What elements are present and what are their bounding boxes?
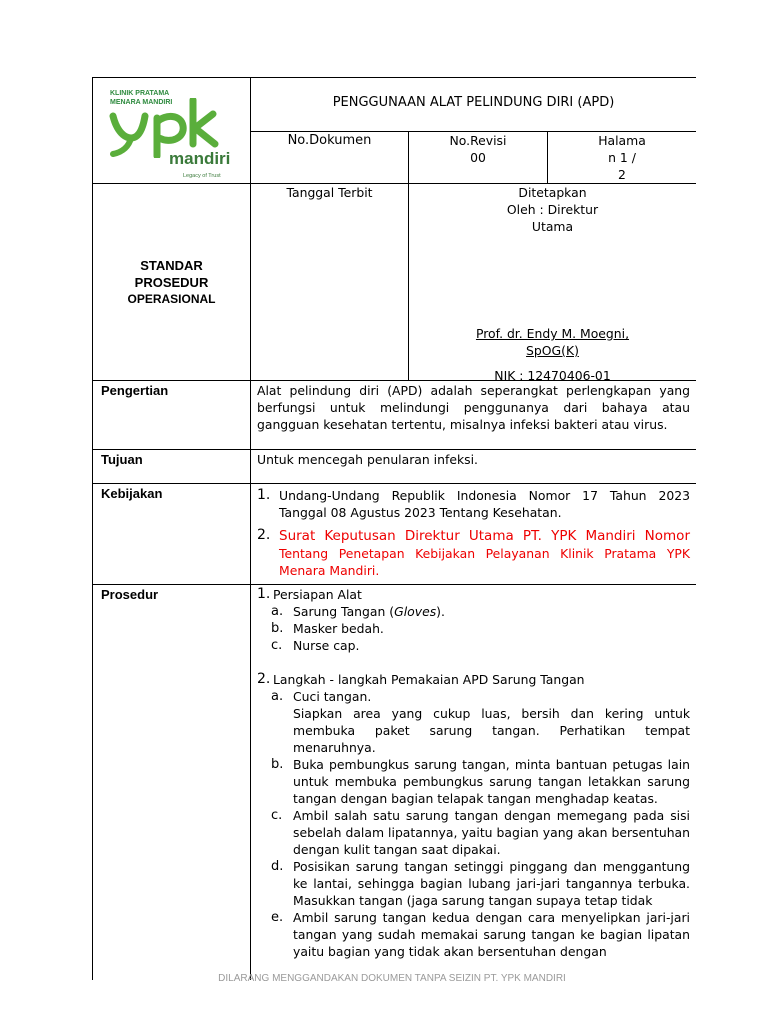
kebijakan-item-2 — [257, 527, 690, 579]
prosedur-step-2a — [257, 688, 690, 756]
document-title: PENGGUNAAN ALAT PELINDUNG DIRI (APD) — [251, 78, 697, 132]
pengertian-text: Alat pelindung diri (APD) adalah seperangkat perlengkapan yang berfungsi untuk melindungi penggunanya dari bahaya atau gangguan kesehatan tertentu, misalnya infeksi bakteri atau virus. — [251, 381, 697, 450]
kebijakan-item-2-line-b: Tentang Penetapan Kebijakan Pelayanan Klinik Pratama YPK Menara Mandiri. — [279, 546, 690, 578]
kebijakan-label: Kebijakan — [93, 484, 251, 585]
prosedur-step-2c-text: Ambil salah satu sarung tangan dengan memegang pada sisi sebelah dalam lipatannya, yaitu bagian yang akan bersentuhan dengan kulit tangan saat dipakai. — [293, 808, 690, 857]
prosedur-content — [251, 585, 697, 981]
ditetapkan-line-3: Utama — [531, 219, 574, 234]
prosedur-step-2b-text: Buka pembungkus sarung tangan, minta bantuan petugas lain untuk membuka pembungkus sarung tangan letakkan sarung tangan dengan bagian telapak tangan menghadap keatas. — [293, 757, 690, 806]
prosedur-step-1a — [257, 603, 690, 620]
prosedur-step-2b — [257, 756, 690, 807]
prosedur-step-1c — [257, 637, 690, 654]
prosedur-step-2a-num: a. — [271, 689, 284, 704]
gloves-prefix: Sarung Tangan ( — [293, 604, 395, 619]
ditetapkan-line-1: Ditetapkan — [518, 185, 587, 200]
signature-block — [409, 325, 696, 384]
no-dokumen-cell — [251, 131, 409, 184]
logo-line-1: KLINIK PRATAMA — [110, 90, 170, 97]
prosedur-step-2b-num: b. — [271, 757, 284, 772]
prosedur-step-2-num: 2. — [257, 671, 271, 687]
prosedur-step-1a-num: a. — [271, 604, 284, 619]
prosedur-step-1 — [257, 586, 690, 603]
prosedur-step-1c-num: c. — [271, 638, 283, 653]
prosedur-step-1a-text — [293, 603, 690, 620]
prosedur-step-2e — [257, 909, 690, 960]
prosedur-step-2d-num: d. — [271, 859, 284, 874]
gloves-suffix: ). — [436, 604, 445, 619]
kebijakan-item-1 — [257, 487, 690, 521]
pengertian-label: Pengertian — [93, 381, 251, 450]
logo-word: mandiri — [169, 149, 231, 168]
halaman-value-1: n 1 / — [608, 149, 636, 165]
tanggal-terbit-cell — [251, 184, 409, 381]
logo-tagline: Legacy of Trust — [183, 173, 221, 179]
no-revisi-cell — [409, 131, 548, 184]
logo-cell — [93, 78, 251, 184]
no-dokumen-label: No.Dokumen — [287, 132, 372, 148]
prosedur-step-1b-text: Masker bedah. — [293, 621, 384, 636]
prosedur-step-1c-text: Nurse cap. — [293, 638, 360, 653]
prosedur-label: Prosedur — [93, 585, 251, 981]
prosedur-step-2a-text — [293, 688, 690, 756]
prosedur-step-1b — [257, 620, 690, 637]
sop-table — [92, 77, 696, 980]
tanggal-terbit-label: Tanggal Terbit — [286, 185, 373, 200]
halaman-cell — [548, 131, 697, 184]
tujuan-text: Untuk mencegah penularan infeksi. — [251, 450, 697, 484]
sop-label-1: STANDAR — [140, 257, 203, 273]
prosedur-step-2d-text: Posisikan sarung tangan setinggi pinggang dan menggantung ke lantai, sehingga bagian lubang jari-jari tangannya terbuka. Masukkan tangan (jaga sarung tangan supaya tetap tidak — [293, 859, 690, 908]
kebijakan-content — [251, 484, 697, 585]
prosedur-step-1-title: Persiapan Alat — [273, 587, 362, 602]
sop-label-2: PROSEDUR — [134, 274, 209, 290]
prosedur-step-2e-num: e. — [271, 910, 284, 925]
no-revisi-label: No.Revisi — [449, 132, 507, 148]
kebijakan-item-2-line-a: Surat Keputusan Direktur Utama PT. YPK Mandiri Nomor — [279, 528, 690, 544]
kebijakan-item-1-text: Undang-Undang Republik Indonesia Nomor 17 Tahun 2023 Tanggal 08 Agustus 2023 Tentang Kesehatan. — [279, 488, 690, 520]
ditetapkan-line-2: Oleh : Direktur — [506, 202, 599, 217]
kebijakan-item-1-num: 1. — [257, 487, 271, 503]
sop-label-3: OPERASIONAL — [127, 291, 216, 306]
no-revisi-value: 00 — [470, 149, 486, 165]
sop-document — [92, 77, 696, 980]
prosedur-step-2e-text: Ambil sarung tangan kedua dengan cara menyelipkan jari-jari tangan yang sudah memakai sarung tangan ke bagian lipatan yaitu bagian yang tidak akan bersentuhan dengan — [293, 910, 690, 959]
prosedur-step-2a-line-1: Cuci tangan. — [293, 689, 372, 704]
prosedur-step-2-title: Langkah - langkah Pemakaian APD Sarung Tangan — [273, 672, 585, 687]
prosedur-step-2c-num: c. — [271, 808, 283, 823]
clinic-logo — [93, 78, 251, 183]
halaman-label: Halama — [598, 132, 646, 148]
logo-line-2: MENARA MANDIRI — [110, 99, 173, 106]
prosedur-step-2a-line-2: Siapkan area yang cukup luas, bersih dan kering untuk membuka paket sarung tangan. Perhatikan tempat menaruhnya. — [293, 706, 690, 755]
prosedur-step-2 — [257, 671, 690, 688]
halaman-value-2: 2 — [618, 166, 626, 182]
kebijakan-item-2-text — [279, 527, 690, 579]
sop-label-cell — [93, 184, 251, 381]
prosedur-step-2d — [257, 858, 690, 909]
signer-title: SpOG(K) — [526, 343, 579, 358]
gloves-term: Gloves — [394, 604, 437, 619]
prosedur-step-1b-num: b. — [271, 621, 284, 636]
tujuan-label: Tujuan — [93, 450, 251, 484]
ditetapkan-cell — [409, 184, 697, 381]
prosedur-step-1-num: 1. — [257, 586, 271, 602]
signer-nik: NIK : 12470406-01 — [494, 368, 611, 383]
signer-name: Prof. dr. Endy M. Moegni, — [475, 326, 630, 341]
kebijakan-item-2-num: 2. — [257, 527, 271, 543]
page-footer-notice: DILARANG MENGGANDAKAN DOKUMEN TANPA SEIZIN PT. YPK MANDIRI — [218, 973, 566, 984]
prosedur-step-2c — [257, 807, 690, 858]
